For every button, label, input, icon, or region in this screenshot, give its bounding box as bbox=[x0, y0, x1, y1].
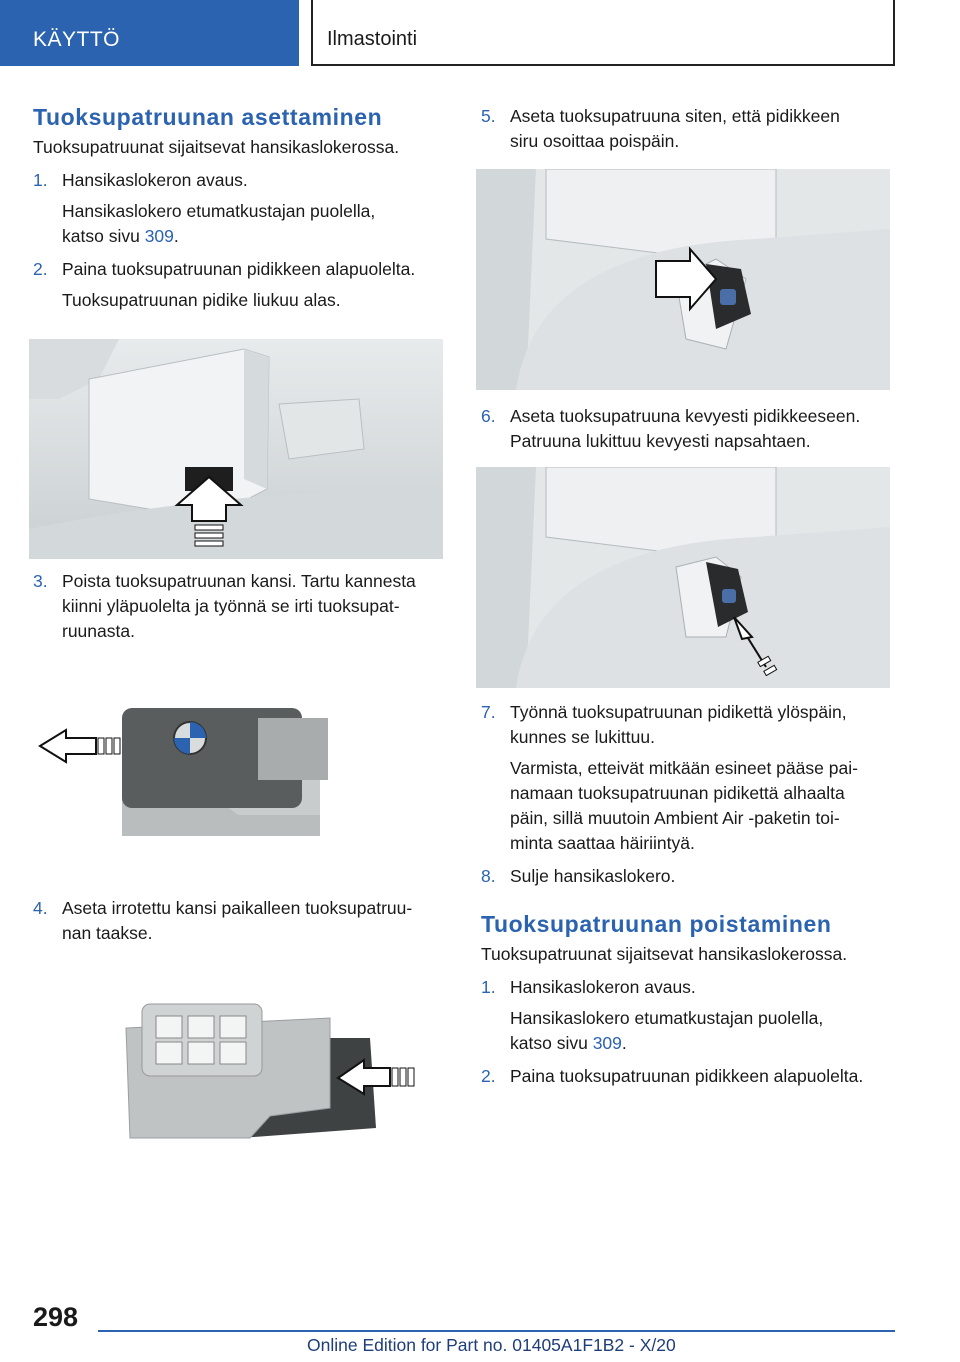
edition-text: Online Edition for Part no. 01405A1F1B2 - X/20 bbox=[307, 1335, 676, 1355]
step-line: siru osoittaa poispäin. bbox=[510, 131, 680, 151]
right-column-step6 bbox=[481, 404, 893, 454]
heading-remove: Tuoksupatruunan poistaminen bbox=[481, 911, 832, 937]
step-line: Aseta tuoksupatruuna kevyesti pidikkeeseen. bbox=[510, 406, 861, 426]
footer-divider bbox=[98, 1330, 895, 1332]
step-line: ruunasta. bbox=[62, 621, 135, 641]
figure-insert-click bbox=[476, 467, 890, 688]
left-column-lower bbox=[33, 569, 447, 644]
heading-insert: Tuoksupatruunan asettaminen bbox=[33, 104, 383, 130]
page-ref-text: katso sivu bbox=[510, 1033, 588, 1053]
remove-step-1 bbox=[481, 975, 893, 1056]
step-number: 2. bbox=[481, 1066, 496, 1086]
step-number: 8. bbox=[481, 866, 496, 886]
step-line: kunnes se lukittuu. bbox=[510, 727, 655, 747]
step-7 bbox=[481, 700, 893, 856]
subtext-line bbox=[62, 224, 447, 249]
step-line: Poista tuoksupatruunan kansi. Tartu kannesta bbox=[62, 571, 416, 591]
step-4 bbox=[33, 896, 447, 946]
page-number: 298 bbox=[33, 1302, 79, 1332]
chapter-tab bbox=[0, 0, 299, 66]
step-number: 4. bbox=[33, 898, 48, 918]
subtext-line bbox=[510, 1031, 893, 1056]
step-text: Hansikaslokeron avaus. bbox=[62, 170, 248, 190]
step-number: 7. bbox=[481, 702, 496, 722]
step-number: 1. bbox=[33, 170, 48, 190]
step-8 bbox=[481, 864, 893, 889]
step-text: Paina tuoksupatruunan pidikkeen alapuolelta. bbox=[510, 1066, 864, 1086]
step-3 bbox=[33, 569, 447, 644]
subtext-line: minta saattaa häiriintyä. bbox=[510, 833, 695, 853]
left-column-step4 bbox=[33, 896, 447, 946]
page-link[interactable]: 309 bbox=[144, 226, 174, 246]
step-line: kiinni yläpuolelta ja työnnä se irti tuoksupat- bbox=[62, 596, 400, 616]
step-number: 5. bbox=[481, 106, 496, 126]
step-text: Sulje hansikaslokero. bbox=[510, 866, 676, 886]
step-5 bbox=[481, 104, 893, 154]
page-ref-text: katso sivu bbox=[62, 226, 140, 246]
step-number: 6. bbox=[481, 406, 496, 426]
subtext-line: namaan tuoksupatruunan pidikettä alhaalta bbox=[510, 783, 845, 803]
period: . bbox=[621, 1033, 627, 1053]
step-subtext bbox=[510, 756, 893, 856]
figure-cap-behind bbox=[120, 998, 420, 1148]
step-line: Aseta irrotettu kansi paikalleen tuoksupatruu- bbox=[62, 898, 413, 918]
step-number: 2. bbox=[33, 259, 48, 279]
step-line: Työnnä tuoksupatruunan pidikettä ylöspäin, bbox=[510, 702, 847, 722]
figure-remove-cap bbox=[38, 700, 338, 840]
section-title: Ilmastointi bbox=[327, 28, 418, 50]
step-1 bbox=[33, 168, 447, 249]
intro-text: Tuoksupatruunat sijaitsevat hansikaslokerossa. bbox=[33, 137, 400, 157]
subtext-line: Hansikaslokero etumatkustajan puolella, bbox=[62, 201, 376, 221]
page-link[interactable]: 309 bbox=[592, 1033, 622, 1053]
step-text: Hansikaslokeron avaus. bbox=[510, 977, 696, 997]
left-column bbox=[33, 100, 447, 313]
chapter-label: KÄYTTÖ bbox=[33, 28, 121, 51]
step-number: 3. bbox=[33, 571, 48, 591]
step-6 bbox=[481, 404, 893, 454]
step-line: Aseta tuoksupatruuna siten, että pidikkeen bbox=[510, 106, 840, 126]
step-number: 1. bbox=[481, 977, 496, 997]
period: . bbox=[173, 226, 179, 246]
right-column bbox=[481, 104, 893, 154]
figure-holder-press bbox=[29, 339, 443, 559]
step-subtext bbox=[510, 1006, 893, 1056]
step-line: nan taakse. bbox=[62, 923, 153, 943]
intro-text: Tuoksupatruunat sijaitsevat hansikaslokerossa. bbox=[481, 944, 848, 964]
subtext-line: päin, sillä muutoin Ambient Air -paketin toi- bbox=[510, 808, 840, 828]
subtext-line: Varmista, etteivät mitkään esineet pääse pai- bbox=[510, 758, 858, 778]
step-subtext bbox=[62, 199, 447, 249]
step-2 bbox=[33, 257, 447, 313]
subtext-line: Hansikaslokero etumatkustajan puolella, bbox=[510, 1008, 824, 1028]
step-subtext: Tuoksupatruunan pidike liukuu alas. bbox=[62, 290, 341, 310]
remove-step-2 bbox=[481, 1064, 893, 1089]
step-line: Patruuna lukittuu kevyesti napsahtaen. bbox=[510, 431, 811, 451]
step-text: Paina tuoksupatruunan pidikkeen alapuolelta. bbox=[62, 259, 416, 279]
figure-insert-orientation bbox=[476, 169, 890, 390]
right-column-lower bbox=[481, 700, 893, 1089]
section-title-box bbox=[311, 0, 895, 66]
